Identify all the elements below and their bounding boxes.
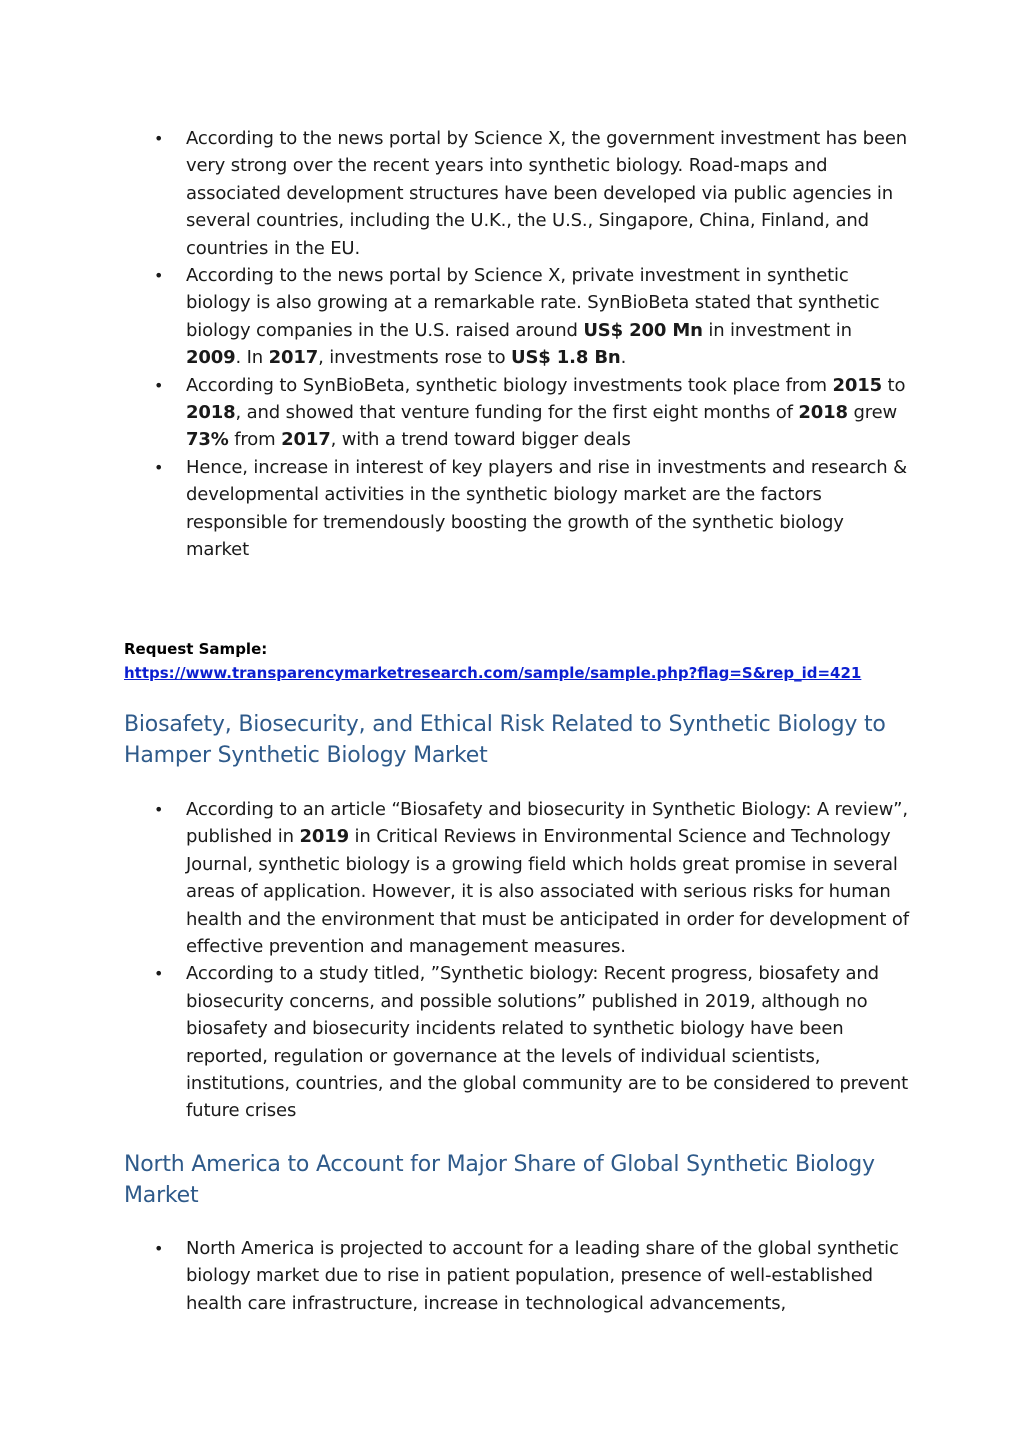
investment-bullet-list [152, 125, 912, 564]
text-run: from [228, 429, 282, 451]
text-run: According to the news portal by Science X, the government investment has been very strong over the recent years into synthetic biology. Road-maps and associated development structures have been developed via public agencies in several countries, including the U.K., the U.S., Singapore, China, Finland, and countries in the EU. [186, 128, 908, 259]
text-run: According to the news portal by Science X, private investment in synthetic biology is also growing at a remarkable rate. SynBioBeta stated that synthetic biology companies in the U.S. raised around [186, 265, 880, 341]
request-sample-link[interactable]: https://www.transparencymarketresearch.com/sample/sample.php?flag=S&rep_id=421 [124, 664, 862, 682]
bold-figure: 73% [186, 429, 229, 451]
bold-figure: 2019 [299, 826, 349, 848]
text-run: . In [235, 347, 269, 369]
text-run: in investment in [702, 319, 852, 341]
text-run: According to a study titled, ”Synthetic biology: Recent progress, biosafety and biosecurity concerns, and possible solutions” published in 2019, although no biosafety and biosecurity incidents related to synthetic biology have been reported, regulation or governance at the levels of individual scientists, institutions, countries, and the global community are to be considered to prevent future crises [186, 963, 908, 1122]
text-run: , and showed that venture funding for the first eight months of [235, 402, 799, 424]
text-run: . [620, 347, 627, 369]
text-run: grew [847, 402, 898, 424]
north-america-bullet-list [152, 1235, 912, 1317]
text-run: to [881, 374, 906, 396]
bold-figure: 2018 [186, 402, 236, 424]
list-item [152, 1235, 912, 1317]
bold-figure: 2017 [268, 347, 319, 369]
bold-figure: 2015 [832, 374, 882, 396]
section-heading-biosafety: Biosafety, Biosecurity, and Ethical Risk Related to Synthetic Biology to Hamper Synthetic Biology Market [124, 712, 886, 768]
bold-figure: 2017 [281, 429, 331, 451]
bold-figure: US$ 200 Mn [583, 319, 703, 341]
bold-figure: 2018 [798, 402, 848, 424]
bold-figure: US$ 1.8 Bn [511, 347, 621, 369]
list-item [152, 960, 912, 1124]
text-run: According to an article “Biosafety and biosecurity in Synthetic Biology: A review”, published in [186, 799, 908, 848]
section-heading-north-america: North America to Account for Major Share of Global Synthetic Biology Market [124, 1152, 875, 1208]
request-sample-label: Request Sample: [124, 640, 268, 658]
bold-figure: 2009 [186, 347, 236, 369]
list-item [152, 262, 912, 372]
list-item [152, 125, 912, 262]
text-run: in Critical Reviews in Environmental Science and Technology Journal, synthetic biology is a growing field which holds great promise in several areas of application. However, it is also associated with serious risks for human health and the environment that must be anticipated in order for development of effective prevention and management measures. [186, 826, 909, 958]
text-run: According to SynBioBeta, synthetic biology investments took place from [186, 374, 833, 396]
list-item [152, 796, 912, 960]
text-run: , investments rose to [318, 347, 512, 369]
text-run: North America is projected to account for a leading share of the global synthetic biology market due to rise in patient population, presence of well-established health care infrastructure, increase in technological advancements, [186, 1238, 899, 1314]
biosafety-bullet-list [152, 796, 912, 1125]
list-item [152, 454, 912, 564]
text-run: Hence, increase in interest of key players and rise in investments and research & developmental activities in the synthetic biology market are the factors responsible for tremendously boosting the growth of the synthetic biology market [186, 456, 908, 561]
list-item [152, 372, 912, 454]
text-run: , with a trend toward bigger deals [330, 429, 631, 451]
